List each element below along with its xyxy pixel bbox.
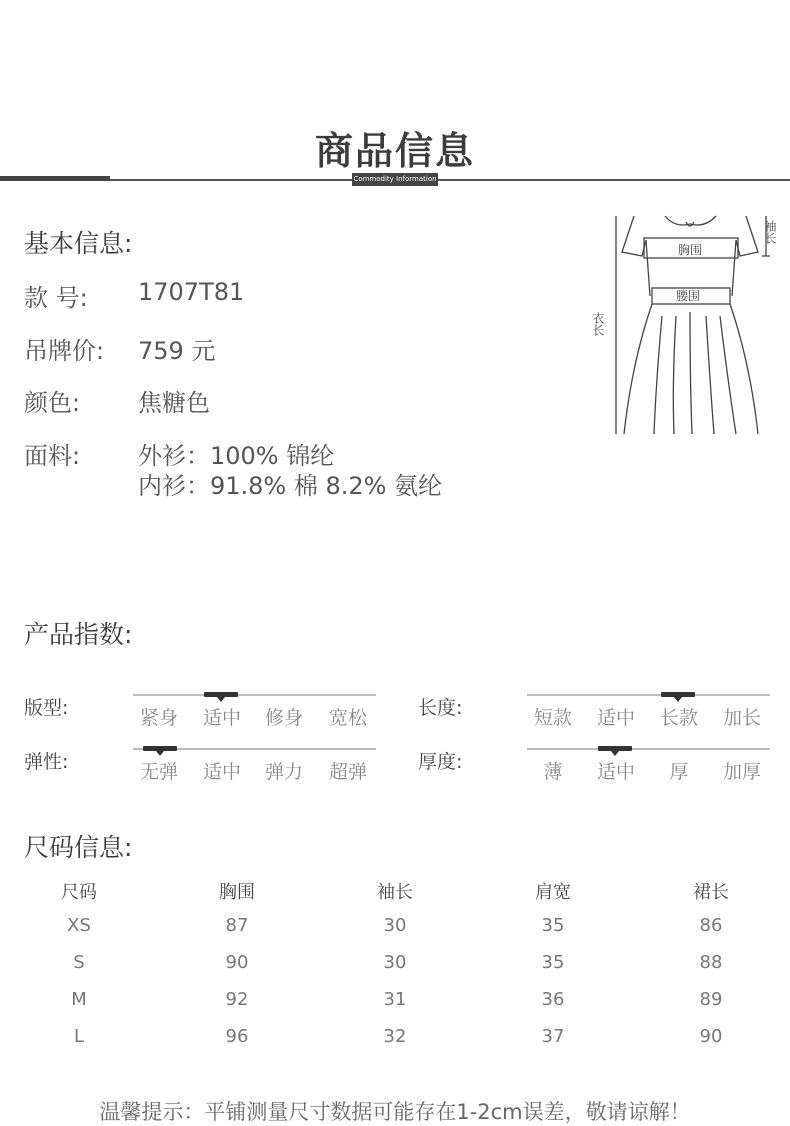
- size-table-header: 裙长: [693, 882, 729, 903]
- fit-label: 版型:: [24, 697, 69, 719]
- page-subtitle: Commodity Information: [352, 173, 438, 186]
- diagram-length-label: 衣长: [591, 312, 605, 336]
- size-table-cell: 37: [541, 1026, 565, 1047]
- length-scale-pointer: [674, 697, 682, 702]
- thickness-option: 加厚: [722, 761, 761, 783]
- length-label: 长度:: [418, 697, 463, 719]
- style-number-label: 款 号:: [24, 284, 88, 312]
- fit-option: 紧身: [139, 707, 178, 729]
- color-label: 颜色:: [24, 389, 81, 417]
- fabric-label: 面料:: [24, 442, 81, 470]
- dress-measurement-diagram: [590, 212, 786, 440]
- length-scale-track: [527, 694, 770, 696]
- page-title: 商品信息: [314, 129, 475, 173]
- size-table-header: 尺码: [61, 882, 97, 903]
- fit-option: 修身: [264, 707, 303, 729]
- header-divider-accent: [0, 176, 110, 181]
- product-index-heading: 产品指数:: [24, 620, 133, 649]
- diagram-chest-label: 胸围: [678, 243, 703, 257]
- elasticity-option: 超弹: [328, 761, 367, 783]
- basic-info-heading: 基本信息:: [24, 229, 133, 258]
- size-table-cell: S: [73, 952, 85, 973]
- size-info-heading: 尺码信息:: [24, 833, 133, 862]
- fit-scale-pointer: [217, 697, 225, 702]
- thickness-option: 薄: [543, 761, 563, 783]
- length-option: 长款: [659, 707, 698, 729]
- diagram-waist-label: 腰围: [676, 289, 701, 303]
- fabric-outer-value: 外衫：100% 锦纶: [138, 442, 335, 470]
- fit-scale-track: [133, 694, 376, 696]
- size-table-cell: L: [73, 1026, 85, 1047]
- elasticity-scale-pointer: [156, 751, 164, 756]
- thickness-option: 厚: [669, 761, 689, 783]
- size-table-cell: 86: [699, 915, 723, 936]
- tag-price-label: 吊牌价:: [24, 337, 105, 365]
- size-table-cell: 35: [541, 952, 565, 973]
- tag-price-value: 759 元: [138, 337, 216, 365]
- fabric-inner-value: 内衫：91.8% 棉 8.2% 氨纶: [138, 472, 443, 500]
- size-table-cell: 30: [383, 952, 407, 973]
- color-value: 焦糖色: [138, 389, 210, 417]
- style-number-value: 1707T81: [138, 278, 245, 306]
- measurement-tip: 温馨提示：平铺测量尺寸数据可能存在1-2cm误差，敬请谅解！: [99, 1100, 691, 1124]
- thickness-scale-pointer: [611, 751, 619, 756]
- diagram-sleeve-label: 袖长: [763, 220, 777, 244]
- size-table-cell: 89: [699, 989, 723, 1010]
- size-table-cell: 87: [225, 915, 249, 936]
- elasticity-option: 无弹: [139, 761, 178, 783]
- size-table-cell: 30: [383, 915, 407, 936]
- size-table-cell: 36: [541, 989, 565, 1010]
- size-table-cell: 96: [225, 1026, 249, 1047]
- size-table-cell: XS: [67, 915, 91, 936]
- size-table-cell: 35: [541, 915, 565, 936]
- size-table-cell: 92: [225, 989, 249, 1010]
- size-table-cell: 90: [225, 952, 249, 973]
- size-table-header: 袖长: [377, 882, 413, 903]
- size-table-cell: 32: [383, 1026, 407, 1047]
- length-option: 加长: [722, 707, 761, 729]
- fit-option: 适中: [202, 707, 241, 729]
- size-table-header: 肩宽: [535, 882, 571, 903]
- size-table-cell: 88: [699, 952, 723, 973]
- size-table-header: 胸围: [219, 882, 255, 903]
- elasticity-option: 弹力: [264, 761, 303, 783]
- size-table-cell: M: [71, 989, 87, 1010]
- length-option: 适中: [596, 707, 635, 729]
- thickness-label: 厚度:: [418, 751, 463, 773]
- elasticity-option: 适中: [202, 761, 241, 783]
- elasticity-label: 弹性:: [24, 751, 69, 773]
- size-table-cell: 90: [699, 1026, 723, 1047]
- thickness-option: 适中: [596, 761, 635, 783]
- length-option: 短款: [533, 707, 572, 729]
- fit-option: 宽松: [328, 707, 367, 729]
- thickness-scale-track: [527, 748, 770, 750]
- size-table-cell: 31: [383, 989, 407, 1010]
